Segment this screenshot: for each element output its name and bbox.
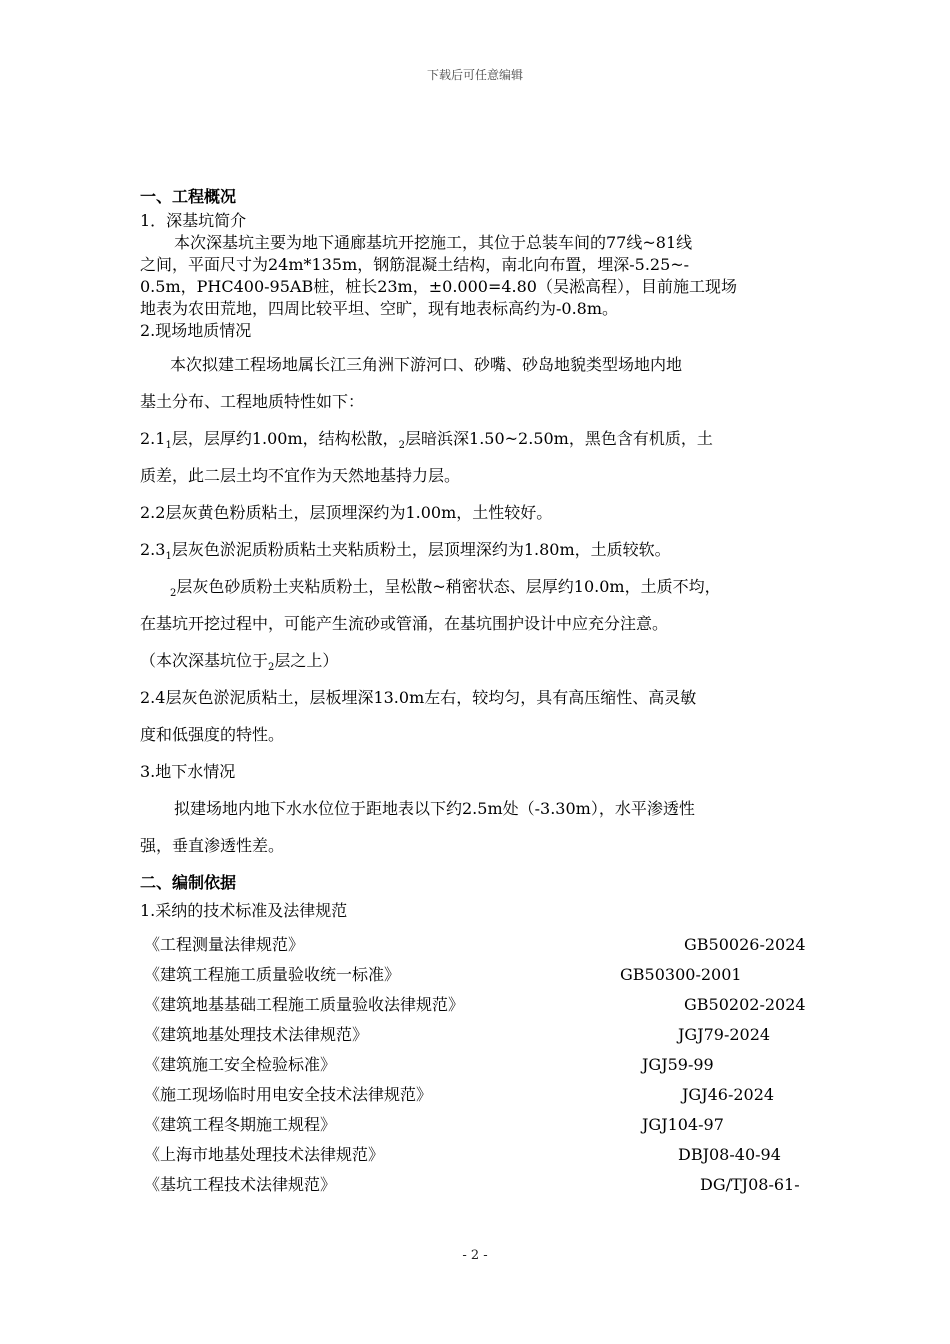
reference-title: 《建筑地基基础工程施工质量验收法律规范》 xyxy=(144,995,465,1014)
reference-row xyxy=(140,1140,820,1170)
paragraph-line: 度和低强度的特性。 xyxy=(140,725,285,744)
paragraph-line: 之间，平面尺寸为24m*135m，钢筋混凝土结构，南北向布置，埋深-5.25~- xyxy=(140,255,690,274)
paragraph-line: 质差，此二层土均不宜作为天然地基持力层。 xyxy=(140,466,461,485)
text-run: 2.1 xyxy=(140,429,166,448)
subscript: 1 xyxy=(165,551,172,562)
reference-row xyxy=(140,1110,820,1140)
reference-title: 《建筑施工安全检验标准》 xyxy=(144,1055,337,1074)
paragraph-line xyxy=(140,568,820,605)
subsection-title-standards: 1.采纳的技术标准及法律规范 xyxy=(140,901,348,920)
paragraph-line: 强，垂直渗透性差。 xyxy=(140,836,285,855)
subsection-title-groundwater: 3.地下水情况 xyxy=(140,762,236,781)
text-run: 层灰色淤泥质粉质粘土夹粘质粉土，层顶埋深约为1.80m，土质较软。 xyxy=(171,540,671,559)
reference-row xyxy=(140,1050,820,1080)
paragraph-line xyxy=(140,642,820,679)
reference-code: DG/TJ08-61- xyxy=(700,1175,800,1194)
document-body xyxy=(140,184,820,1200)
text-run: 层暗浜深1.50~2.50m，黑色含有机质，土 xyxy=(405,429,713,448)
reference-row xyxy=(140,1020,820,1050)
reference-row xyxy=(140,1080,820,1110)
text-run: （本次深基坑位于 xyxy=(140,651,269,670)
subscript: 2 xyxy=(398,440,406,451)
reference-title: 《建筑工程冬期施工规程》 xyxy=(144,1115,337,1134)
subscript: 2 xyxy=(170,588,177,599)
paragraph-line: 本次深基坑主要为地下通廊基坑开挖施工，其位于总装车间的77线~81线 xyxy=(174,233,693,252)
text-run: 2.3 xyxy=(140,540,166,559)
reference-code: JGJ59-99 xyxy=(642,1055,714,1074)
reference-code: JGJ79-2024 xyxy=(678,1025,771,1044)
reference-row xyxy=(140,960,820,990)
reference-title: 《施工现场临时用电安全技术法律规范》 xyxy=(144,1085,433,1104)
paragraph-line: 0.5m，PHC400-95AB桩，桩长23m，±0.000=4.80（吴淞高程），目前施工现场 xyxy=(140,277,737,296)
reference-title: 《建筑地基处理技术法律规范》 xyxy=(144,1025,369,1044)
paragraph-line: 基土分布、工程地质特性如下： xyxy=(140,392,365,411)
section-heading-overview: 一、工程概况 xyxy=(140,187,237,206)
reference-title: 《上海市地基处理技术法律规范》 xyxy=(144,1145,385,1164)
paragraph-line: 本次拟建工程场地属长江三角洲下游河口、砂嘴、砂岛地貌类型场地内地 xyxy=(170,355,683,374)
text-run: 层灰色砂质粉土夹粘质粉土，呈松散~稍密状态、层厚约10.0m，土质不均， xyxy=(176,577,721,596)
reference-title: 《工程测量法律规范》 xyxy=(144,935,305,954)
text-run: 层，层厚约1.00m，结构松散， xyxy=(171,429,399,448)
reference-code: GB50026-2024 xyxy=(684,935,806,954)
reference-title: 《建筑工程施工质量验收统一标准》 xyxy=(144,965,401,984)
paragraph-line: 在基坑开挖过程中，可能产生流砂或管涌，在基坑围护设计中应充分注意。 xyxy=(140,614,669,633)
reference-code: JGJ104-97 xyxy=(642,1115,724,1134)
reference-code: GB50300-2001 xyxy=(620,965,742,984)
reference-code: DBJ08-40-94 xyxy=(678,1145,781,1164)
reference-code: GB50202-2024 xyxy=(684,995,806,1014)
subscript: 2 xyxy=(268,662,275,673)
subscript: 1 xyxy=(165,440,172,451)
reference-title: 《基坑工程技术法律规范》 xyxy=(144,1175,337,1194)
page-number: - 2 - xyxy=(462,1248,488,1263)
reference-row xyxy=(140,990,820,1020)
section-heading-basis: 二、编制依据 xyxy=(140,873,237,892)
page-header: 下载后可任意编辑 xyxy=(426,68,523,82)
reference-code: JGJ46-2024 xyxy=(682,1085,775,1104)
paragraph-line: 拟建场地内地下水水位位于距地表以下约2.5m处（-3.30m），水平渗透性 xyxy=(174,799,695,818)
reference-row xyxy=(140,930,820,960)
paragraph-line: 2.4层灰色淤泥质粘土，层板埋深13.0m左右，较均匀，具有高压缩性、高灵敏 xyxy=(140,688,697,707)
reference-row xyxy=(140,1170,820,1200)
subsection-title-pit-intro: 1．深基坑简介 xyxy=(140,211,247,230)
paragraph-line xyxy=(140,420,820,457)
subsection-title-geology: 2.现场地质情况 xyxy=(140,321,252,340)
paragraph-line: 2.2层灰黄色粉质粘土，层顶埋深约为1.00m，土性较好。 xyxy=(140,503,553,522)
text-run: 层之上） xyxy=(274,651,339,670)
paragraph-line: 地表为农田荒地，四周比较平坦、空旷，现有地表标高约为-0.8m。 xyxy=(140,299,619,318)
paragraph-line xyxy=(140,531,820,568)
